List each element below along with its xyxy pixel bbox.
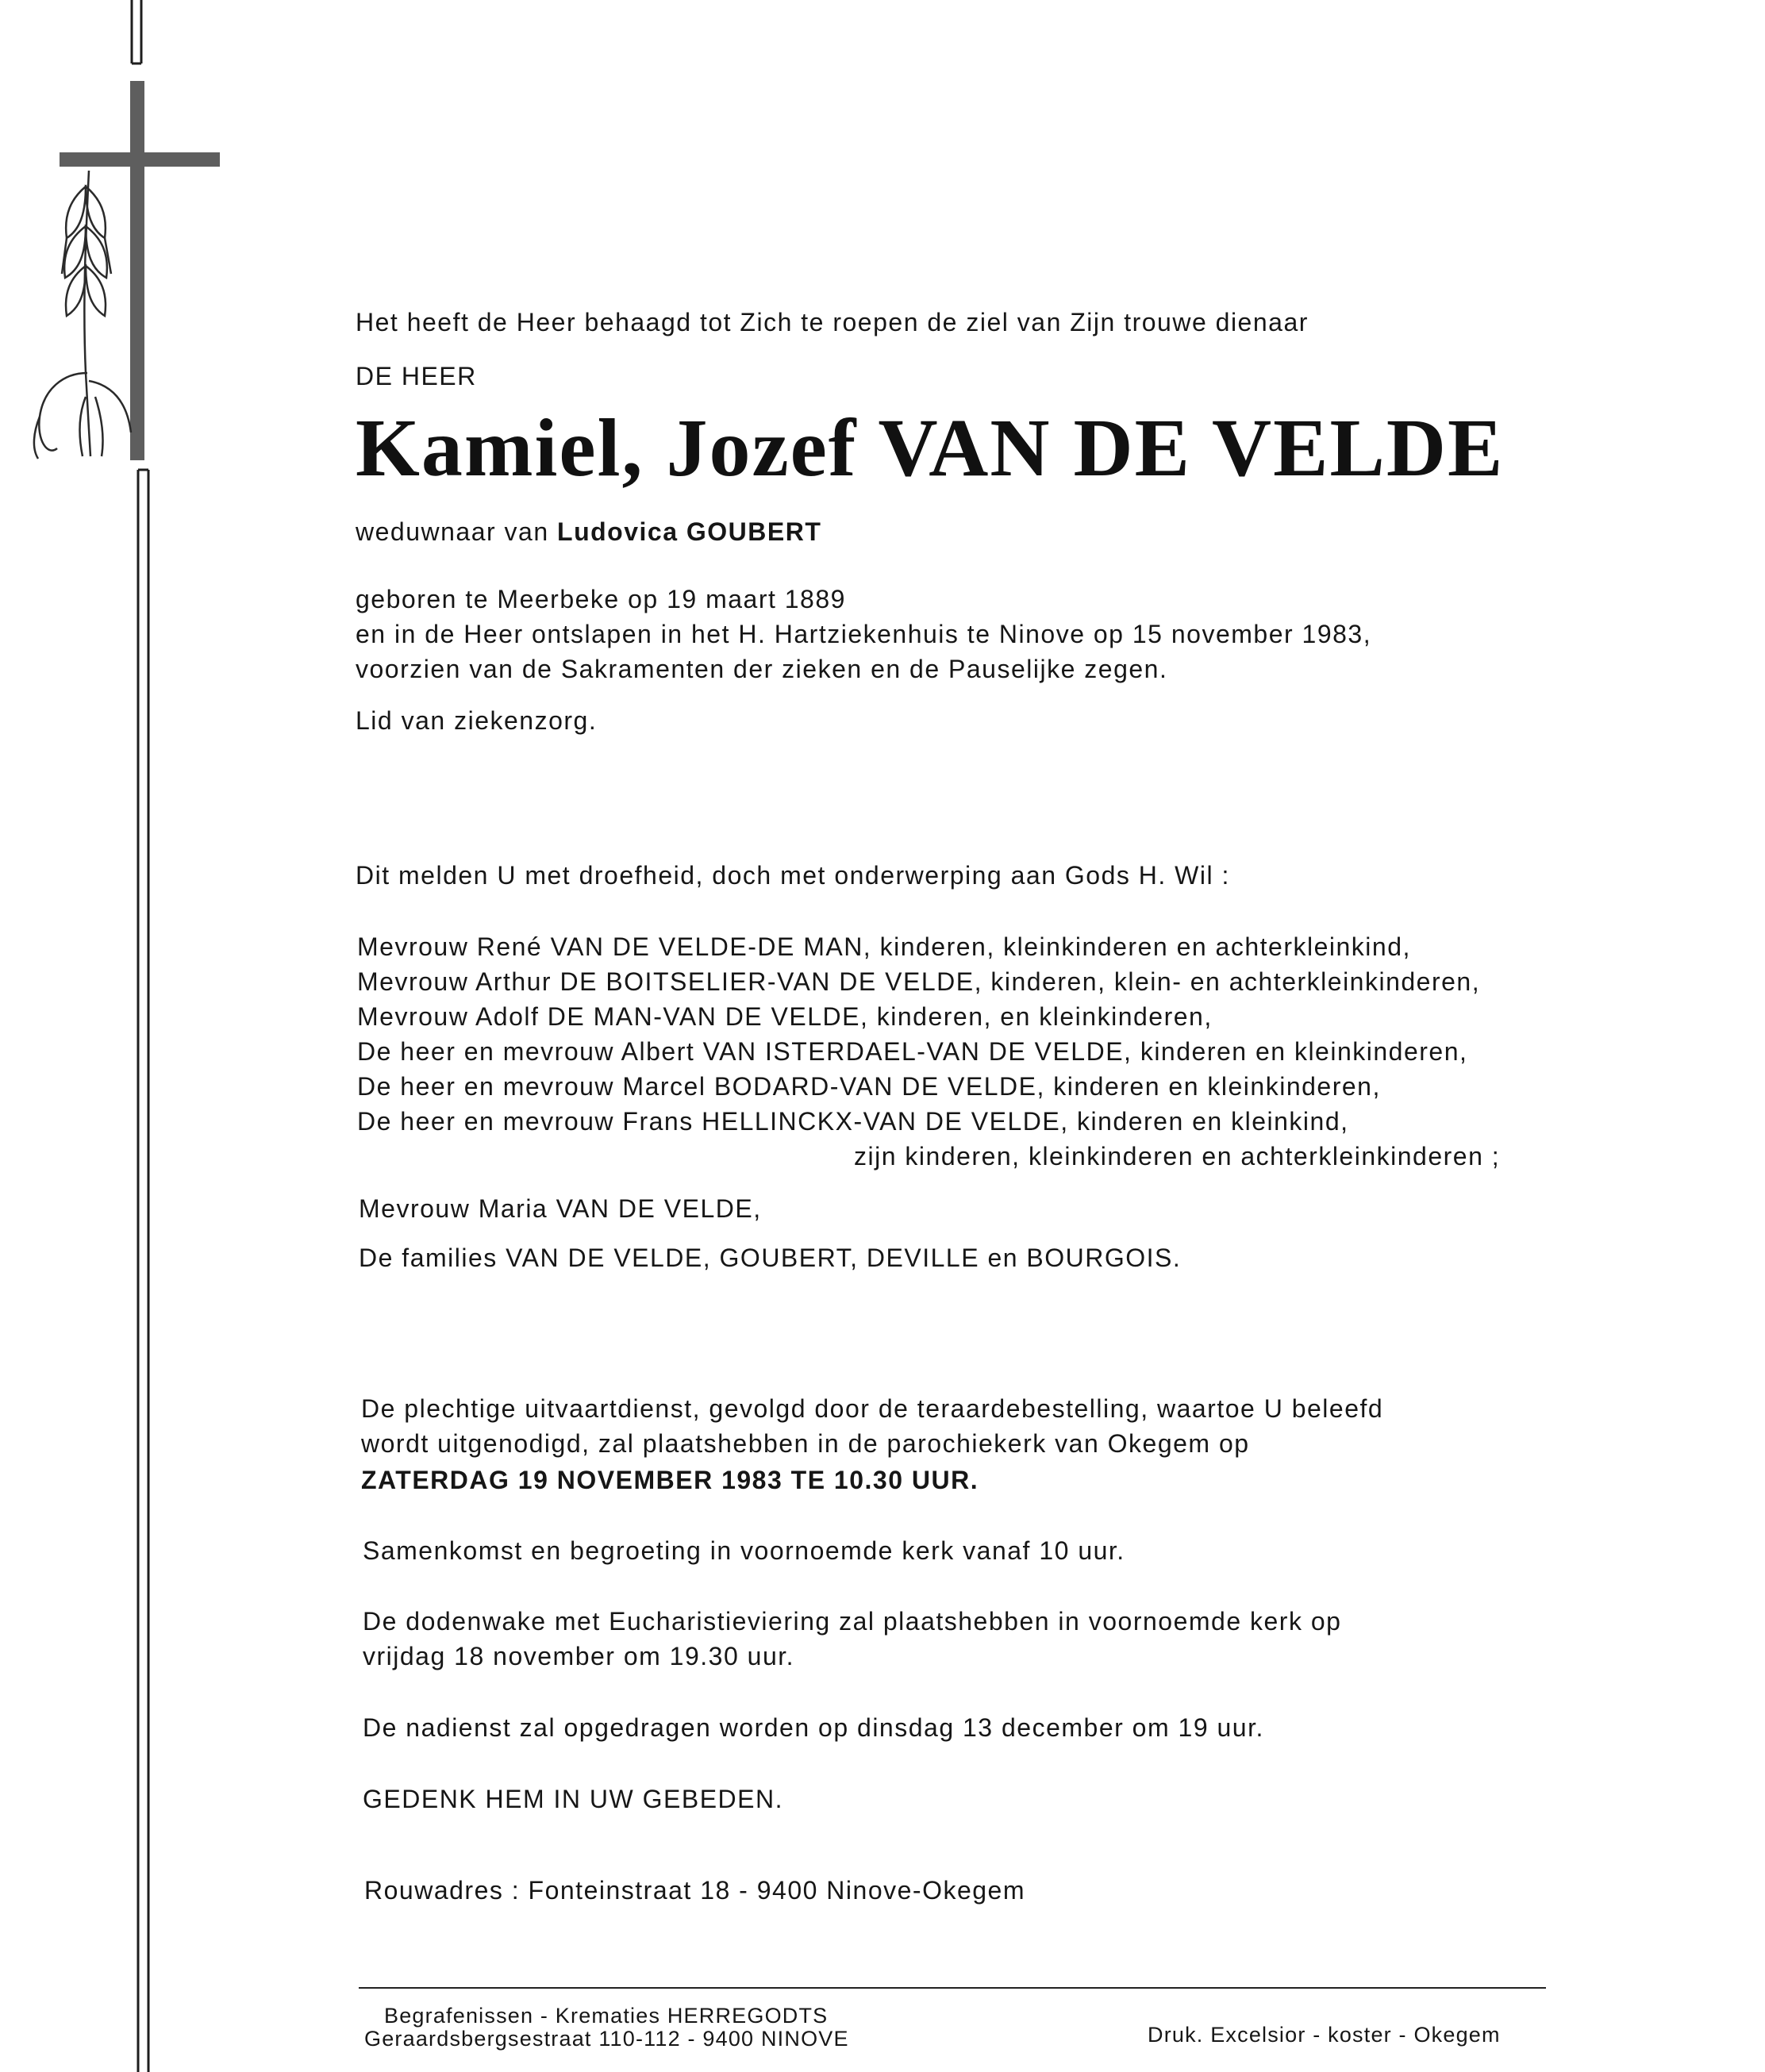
prayer-line: GEDENK HEM IN UW GEBEDEN. [363, 1785, 783, 1813]
death-line: en in de Heer ontslapen in het H. Hartziekenhuis te Ninove op 15 november 1983, [356, 620, 1372, 648]
families-line: De families VAN DE VELDE, GOUBERT, DEVILLE en BOURGOIS. [359, 1244, 1182, 1272]
membership-line: Lid van ziekenzorg. [356, 706, 598, 735]
deceased-name: Kamiel, Jozef VAN DE VELDE [356, 402, 1505, 494]
relative-line: Mevrouw René VAN DE VELDE-DE MAN, kinderen, kleinkinderen en achterkleinkind, [357, 932, 1411, 961]
announcement-line: Dit melden U met droefheid, doch met onderwerping aan Gods H. Wil : [356, 861, 1230, 890]
wake-line: De dodenwake met Eucharistieviering zal plaatshebben in voornoemde kerk op [363, 1607, 1342, 1636]
memorial-mass-line: De nadienst zal opgedragen worden op dinsdag 13 december om 19 uur. [363, 1713, 1264, 1742]
honorific: DE HEER [356, 362, 477, 390]
relative-line: Mevrouw Adolf DE MAN-VAN DE VELDE, kinderen, en kleinkinderen, [357, 1002, 1213, 1031]
widower-line [356, 517, 821, 547]
undertaker-line: Begrafenissen - Krematies HERREGODTS [384, 2004, 829, 2028]
address-line: Rouwadres : Fonteinstraat 18 - 9400 Ninove-Okegem [364, 1876, 1025, 1905]
printer-credit: Druk. Excelsior - koster - Okegem [1148, 2023, 1501, 2047]
service-date: ZATERDAG 19 NOVEMBER 1983 TE 10.30 UUR. [361, 1466, 979, 1494]
service-line: wordt uitgenodigd, zal plaatshebben in de parochiekerk van Okegem op [361, 1429, 1250, 1458]
relative-line: Mevrouw Arthur DE BOITSELIER-VAN DE VELDE, kinderen, klein- en achterkleinkinderen, [357, 967, 1481, 996]
sister-line: Mevrouw Maria VAN DE VELDE, [359, 1194, 762, 1223]
widower-prefix: weduwnaar van [356, 517, 549, 546]
cross-wheat-ornament [0, 0, 238, 2072]
footer-divider [359, 1987, 1546, 1989]
sacraments-line: voorzien van de Sakramenten der zieken en de Pauselijke zegen. [356, 655, 1168, 683]
undertaker-address: Geraardsbergsestraat 110-112 - 9400 NINOVE [364, 2027, 849, 2051]
intro-text: Het heeft de Heer behaagd tot Zich te roepen de ziel van Zijn trouwe dienaar [356, 308, 1309, 336]
spouse-name: Ludovica GOUBERT [557, 517, 822, 546]
relative-line: De heer en mevrouw Marcel BODARD-VAN DE VELDE, kinderen en kleinkinderen, [357, 1072, 1381, 1101]
service-line: De plechtige uitvaartdienst, gevolgd door de teraardebestelling, waartoe U beleefd [361, 1394, 1384, 1423]
relatives-summary: zijn kinderen, kleinkinderen en achterkleinkinderen ; [854, 1142, 1501, 1171]
gathering-line: Samenkomst en begroeting in voornoemde kerk vanaf 10 uur. [363, 1536, 1125, 1565]
wake-line: vrijdag 18 november om 19.30 uur. [363, 1642, 795, 1670]
birth-line: geboren te Meerbeke op 19 maart 1889 [356, 585, 846, 613]
relative-line: De heer en mevrouw Frans HELLINCKX-VAN DE VELDE, kinderen en kleinkind, [357, 1107, 1349, 1136]
relative-line: De heer en mevrouw Albert VAN ISTERDAEL-VAN DE VELDE, kinderen en kleinkinderen, [357, 1037, 1468, 1066]
